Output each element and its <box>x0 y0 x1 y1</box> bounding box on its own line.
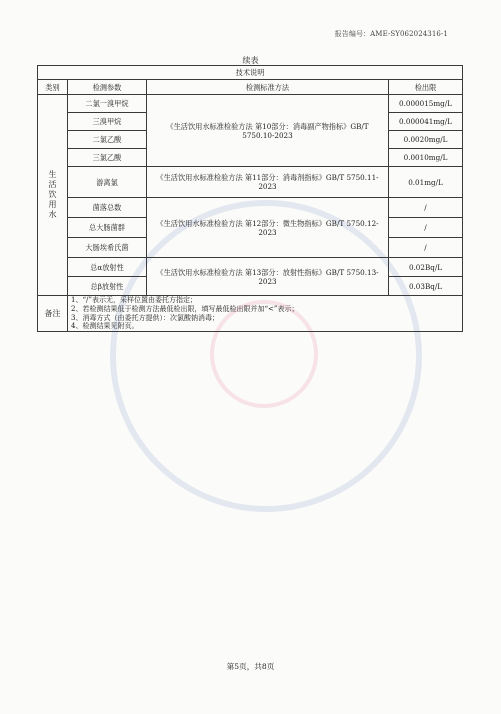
page-number: 第5页，共8页 <box>226 662 275 671</box>
method-cell: 《生活饮用水标准检验方法 第12部分：微生物指标》GB/T 5750.12-2023 <box>147 198 389 258</box>
note-line: 4、检测结果见附页。 <box>71 322 139 331</box>
method-cell: 《生活饮用水标准检验方法 第11部分：消毒剂指标》GB/T 5750.11-2023 <box>147 167 389 198</box>
param-cell: 大肠埃希氏菌 <box>68 238 147 258</box>
limit-cell: / <box>389 218 463 238</box>
note-line: 2、若检测结果低于检测方法最低检出限，填写最低检出限并加“<”表示； <box>71 304 299 313</box>
table-row <box>38 198 463 218</box>
limit-cell: 0.000041mg/L <box>389 113 463 131</box>
limit-cell: 0.0020mg/L <box>389 131 463 149</box>
column-header: 检测标准方法 <box>147 80 389 95</box>
param-cell: 总β放射性 <box>68 277 147 296</box>
technical-spec-table <box>37 65 463 332</box>
notes-label: 备注 <box>38 296 68 332</box>
note-line: 3、消毒方式（由委托方提供）：次氯酸钠消毒； <box>71 313 219 322</box>
table-row <box>38 258 463 277</box>
limit-cell: 0.01mg/L <box>389 167 463 198</box>
param-cell: 三氯乙酸 <box>68 149 147 167</box>
limit-cell: / <box>389 238 463 258</box>
param-cell: 三溴甲烷 <box>68 113 147 131</box>
section-title: 技术说明 <box>38 66 463 80</box>
column-header: 类别 <box>38 80 68 95</box>
param-cell: 菌落总数 <box>68 198 147 218</box>
limit-cell: / <box>389 198 463 218</box>
param-cell: 总α放射性 <box>68 258 147 277</box>
column-header: 检测参数 <box>68 80 147 95</box>
param-cell: 二氯乙酸 <box>68 131 147 149</box>
param-cell: 二氯一溴甲烷 <box>68 95 147 113</box>
table-row <box>38 95 463 113</box>
limit-cell: 0.0010mg/L <box>389 149 463 167</box>
table-caption: 续表 <box>242 56 259 65</box>
limit-cell: 0.03Bq/L <box>389 277 463 296</box>
param-cell: 总大肠菌群 <box>68 218 147 238</box>
note-line: 1、“/”表示无，采样位置由委托方指定； <box>71 296 197 304</box>
category-label: 生活饮用水 <box>48 170 57 219</box>
column-header: 检出限 <box>389 80 463 95</box>
limit-cell: 0.02Bq/L <box>389 258 463 277</box>
param-cell: 游离氯 <box>68 167 147 198</box>
report-number: 报告编号：AME-SY062024316-1 <box>334 30 448 38</box>
method-cell: 《生活饮用水标准检验方法 第13部分：放射性指标》GB/T 5750.13-2023 <box>147 258 389 296</box>
method-cell: 《生活饮用水标准检验方法 第10部分：消毒副产物指标》GB/T 5750.10-2023 <box>147 95 389 167</box>
notes-row <box>38 296 463 332</box>
limit-cell: 0.000015mg/L <box>389 95 463 113</box>
category-cell <box>38 95 68 296</box>
table-row <box>38 167 463 198</box>
header-row <box>38 80 463 95</box>
notes-cell <box>68 296 463 332</box>
